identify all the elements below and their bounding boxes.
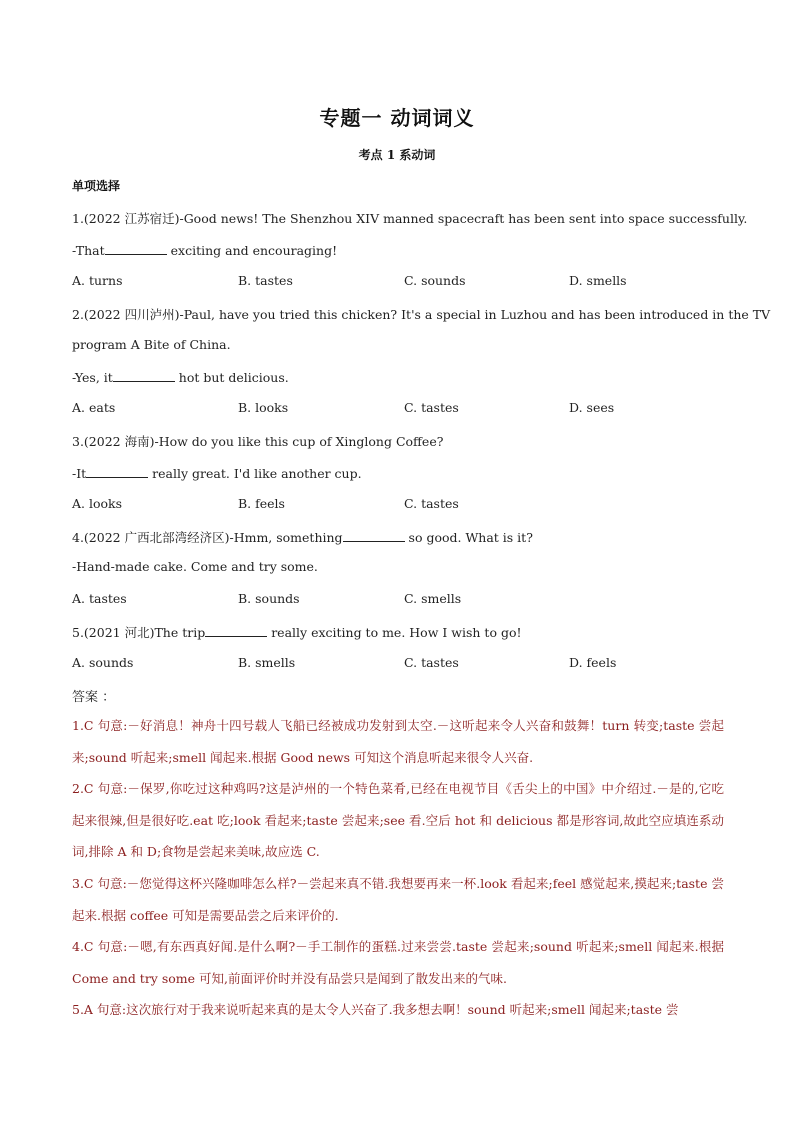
question-5-option-c: C. tastes [404, 655, 459, 670]
section-heading: 单项选择 [72, 179, 121, 193]
question-4-stem: 4.(2022 广西北部湾经济区)-Hmm, something so good. What is it? [72, 530, 533, 545]
question-1-option-a: A. turns [72, 273, 123, 288]
question-2-stem-line-1: 2.(2022 四川泸州)-Paul, have you tried this chicken? It's a special in Luzhou and has been introduced in the TV [72, 307, 771, 322]
page-subtitle: 考点 1 系动词 [358, 148, 436, 162]
question-2-stem-line-2: program A Bite of China. [72, 337, 231, 352]
question-2-option-b: B. looks [238, 400, 289, 415]
question-2-option-c: C. tastes [404, 400, 459, 415]
question-3-option-c: C. tastes [404, 496, 459, 511]
answer-blank [86, 464, 148, 478]
question-3-option-a: A. looks [72, 496, 123, 511]
question-5-option-a: A. sounds [72, 655, 134, 670]
question-2-option-a: A. eats [72, 400, 116, 415]
answer-blank [113, 368, 175, 382]
answer-3: 3.C 句意:－您觉得这杯兴隆咖啡怎么样?－尝起来真不错.我想要再来一杯.look 看起来;feel 感觉起来,摸起来;taste 尝起来.根据 coffee 可知是需要品尝之后来评价的. [72, 876, 724, 923]
question-1-reply: -That exciting and encouraging! [72, 243, 338, 258]
question-2-option-d: D. sees [569, 400, 615, 415]
question-4-option-b: B. sounds [238, 591, 300, 606]
question-3-stem: 3.(2022 海南)-How do you like this cup of Xinglong Coffee? [72, 434, 444, 449]
question-1-option-c: C. sounds [404, 273, 466, 288]
question-5-option-d: D. feels [569, 655, 617, 670]
question-1-stem: 1.(2022 江苏宿迁)-Good news! The Shenzhou XIV manned spacecraft has been sent into space successfully. [72, 211, 748, 226]
answer-heading: 答案 ： [72, 690, 116, 705]
question-3-option-b: B. feels [238, 496, 285, 511]
question-1-option-b: B. tastes [238, 273, 293, 288]
question-2-reply: -Yes, it hot but delicious. [72, 370, 289, 385]
question-4-option-c: C. smells [404, 591, 462, 606]
question-4-reply: -Hand-made cake. Come and try some. [72, 559, 318, 574]
answer-blank [105, 241, 167, 255]
answer-5: 5.A 句意:这次旅行对于我来说听起来真的是太令人兴奋了.我多想去啊！sound 听起来;smell 闻起来;taste 尝 [72, 1002, 679, 1017]
answer-1: 1.C 句意:－好消息！神舟十四号载人飞船已经被成功发射到太空.－这听起来令人兴奋和鼓舞！turn 转变;taste 尝起来;sound 听起来;smell 闻起来.根据 Good news 可知这个消息听起来很令人兴奋. [72, 718, 724, 765]
answer-2: 2.C 句意:－保罗,你吃过这种鸡吗?这是泸州的一个特色菜肴,已经在电视节目《舌尖上的中国》中介绍过.－是的,它吃起来很辣,但是很好吃.eat 吃;look 看起来;taste 尝起来;see 看.空后 hot 和 delicious 都是形容词,故此空应填连系动词,排除 A 和 D;食物是尝起来美味,故应选 C. [72, 781, 724, 859]
question-5-stem: 5.(2021 河北)The trip really exciting to me. How I wish to go! [72, 625, 522, 640]
page-title: 专题一 动词词义 [319, 106, 475, 130]
answer-4: 4.C 句意:－嗯,有东西真好闻.是什么啊?－手工制作的蛋糕.过来尝尝.taste 尝起来;sound 听起来;smell 闻起来.根据 Come and try some 可知,前面评价时并没有品尝只是闻到了散发出来的气味. [72, 939, 724, 986]
answer-blank [205, 623, 267, 637]
answer-blank [343, 528, 405, 542]
question-3-reply: -It really great. I'd like another cup. [72, 466, 362, 481]
question-1-option-d: D. smells [569, 273, 627, 288]
question-5-option-b: B. smells [238, 655, 296, 670]
question-4-option-a: A. tastes [72, 591, 127, 606]
